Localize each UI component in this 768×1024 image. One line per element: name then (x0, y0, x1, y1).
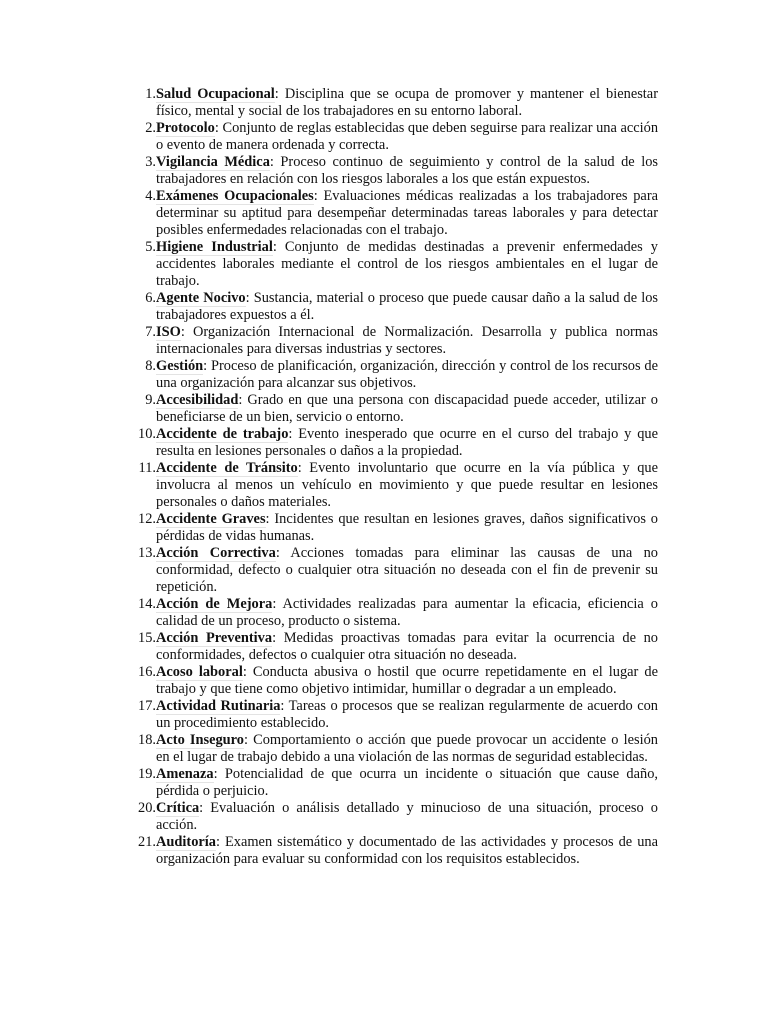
item-definition: : Acciones tomadas para eliminar las causas de una no conformidad, defecto o cualquier otra situación no deseada con el fin de prevenir su repetición. (156, 545, 658, 595)
item-definition: : Proceso continuo de seguimiento y control de la salud de los trabajadores en relación con los riesgos laborales a los que están expuestos. (156, 154, 658, 187)
item-number: 1. (145, 86, 156, 102)
item-term: Vigilancia Médica (156, 154, 270, 170)
item-text (156, 324, 658, 358)
list-item (126, 630, 658, 664)
item-definition: : Disciplina que se ocupa de promover y mantener el bienestar físico, mental y social de los trabajadores en su entorno laboral. (156, 86, 658, 119)
item-definition: : Comportamiento o acción que puede provocar un accidente o lesión en el lugar de trabajo debido a una violación de las normas de seguridad establecidas. (156, 732, 658, 765)
item-term: Acto Inseguro (156, 732, 244, 748)
list-item (126, 392, 658, 426)
item-definition: : Conjunto de medidas destinadas a prevenir enfermedades y accidentes laborales mediante el control de los riesgos ambientales en el lugar de trabajo. (156, 239, 659, 289)
item-number: 11. (138, 460, 156, 476)
item-definition: : Sustancia, material o proceso que puede causar daño a la salud de los trabajadores expuestos a él. (156, 290, 659, 323)
list-item (126, 426, 658, 460)
item-number: 21. (138, 834, 156, 850)
item-text (156, 800, 658, 834)
list-item (126, 834, 658, 868)
item-text (156, 596, 658, 630)
item-number: 20. (138, 800, 156, 816)
item-text (156, 732, 658, 766)
item-term: Accidente de trabajo (156, 426, 289, 442)
item-text (156, 545, 658, 596)
item-term: Accidente Graves (156, 511, 266, 527)
item-definition: : Examen sistemático y documentado de las actividades y procesos de una organización para evaluar su conformidad con los requisitos establecidos. (156, 834, 658, 867)
item-term: Accesibilidad (156, 392, 239, 408)
item-definition: : Actividades realizadas para aumentar la eficacia, eficiencia o calidad de un proceso, producto o sistema. (156, 596, 658, 629)
item-number: 14. (138, 596, 156, 612)
list-item (126, 358, 658, 392)
item-text (156, 834, 658, 868)
item-definition: : Evaluación o análisis detallado y minucioso de una situación, proceso o acción. (156, 800, 658, 833)
item-number: 5. (145, 239, 156, 255)
item-number: 7. (145, 324, 156, 340)
item-text (156, 188, 658, 239)
item-text (156, 290, 658, 324)
item-number: 19. (138, 766, 156, 782)
list-item (126, 800, 658, 834)
list-item (126, 732, 658, 766)
item-definition: : Proceso de planificación, organización, dirección y control de los recursos de una organización para alcanzar sus objetivos. (156, 358, 658, 391)
item-definition: : Grado en que una persona con discapacidad puede acceder, utilizar o beneficiarse de un bien, servicio o entorno. (156, 392, 658, 425)
list-item (126, 511, 658, 545)
list-item (126, 86, 658, 120)
list-item (126, 154, 658, 188)
item-number: 13. (138, 545, 156, 561)
item-definition: : Evento involuntario que ocurre en la vía pública y que involucra al menos un vehículo en movimiento y que puede resultar en lesiones personales o daños materiales. (156, 460, 658, 510)
item-number: 4. (145, 188, 156, 204)
list-item (126, 664, 658, 698)
item-definition: : Conducta abusiva o hostil que ocurre repetidamente en el lugar de trabajo y que tiene como objetivo intimidar, humillar o degradar a un empleado. (156, 664, 658, 697)
item-term: Agente Nocivo (156, 290, 246, 306)
item-text (156, 766, 658, 800)
item-text (156, 120, 658, 154)
item-number: 6. (145, 290, 156, 306)
item-number: 3. (145, 154, 156, 170)
item-definition: : Potencialidad de que ocurra un incidente o situación que cause daño, pérdida o perjuicio. (156, 766, 658, 799)
item-term: Acción Preventiva (156, 630, 273, 646)
item-term: Accidente de Tránsito (156, 460, 298, 476)
item-term: Protocolo (156, 120, 215, 136)
item-definition: : Conjunto de reglas establecidas que deben seguirse para realizar una acción o evento de manera ordenada y correcta. (156, 120, 659, 153)
item-number: 15. (138, 630, 156, 646)
item-number: 12. (138, 511, 156, 527)
list-item (126, 460, 658, 511)
list-item (126, 120, 658, 154)
item-text (156, 630, 658, 664)
item-definition: : Evaluaciones médicas realizadas a los trabajadores para determinar su aptitud para desempeñar determinadas tareas laborales y para detectar posibles enfermedades relacionadas con el trabajo. (156, 188, 658, 238)
item-term: Auditoría (156, 834, 216, 850)
list-item (126, 188, 658, 239)
item-term: ISO (156, 324, 181, 340)
item-definition: : Organización Internacional de Normalización. Desarrolla y publica normas internacionales para diversas industrias y sectores. (156, 324, 658, 357)
item-term: Higiene Industrial (156, 239, 273, 255)
item-number: 10. (138, 426, 156, 442)
item-term: Exámenes Ocupacionales (156, 188, 314, 204)
item-number: 16. (138, 664, 156, 680)
item-number: 18. (138, 732, 156, 748)
item-text (156, 426, 658, 460)
item-definition: : Incidentes que resultan en lesiones graves, daños significativos o pérdidas de vidas humanas. (156, 511, 658, 544)
item-term: Acción de Mejora (156, 596, 273, 612)
list-item (126, 324, 658, 358)
list-item (126, 596, 658, 630)
item-text (156, 86, 658, 120)
item-text (156, 239, 658, 290)
list-item (126, 698, 658, 732)
list-item (126, 545, 658, 596)
list-item (126, 290, 658, 324)
item-number: 8. (145, 358, 156, 374)
item-term: Actividad Rutinaria (156, 698, 281, 714)
item-text (156, 358, 658, 392)
item-definition: : Medidas proactivas tomadas para evitar la ocurrencia de no conformidades, defectos o cualquier otra situación no deseada. (156, 630, 658, 663)
item-text (156, 392, 658, 426)
item-number: 9. (145, 392, 156, 408)
list-item (126, 766, 658, 800)
item-definition: : Tareas o procesos que se realizan regularmente de acuerdo con un procedimiento establecido. (156, 698, 658, 731)
item-definition: : Evento inesperado que ocurre en el curso del trabajo y que resulta en lesiones personales o daños a la propiedad. (156, 426, 658, 459)
item-text (156, 511, 658, 545)
item-number: 17. (138, 698, 156, 714)
item-term: Acción Correctiva (156, 545, 276, 561)
item-term: Acoso laboral (156, 664, 243, 680)
item-text (156, 460, 658, 511)
list-item (126, 239, 658, 290)
item-term: Salud Ocupacional (156, 86, 275, 102)
item-text (156, 698, 658, 732)
item-term: Crítica (156, 800, 200, 816)
item-text (156, 664, 658, 698)
item-number: 2. (145, 120, 156, 136)
item-term: Gestión (156, 358, 204, 374)
item-text (156, 154, 658, 188)
glossary-list (126, 86, 658, 868)
item-term: Amenaza (156, 766, 214, 782)
